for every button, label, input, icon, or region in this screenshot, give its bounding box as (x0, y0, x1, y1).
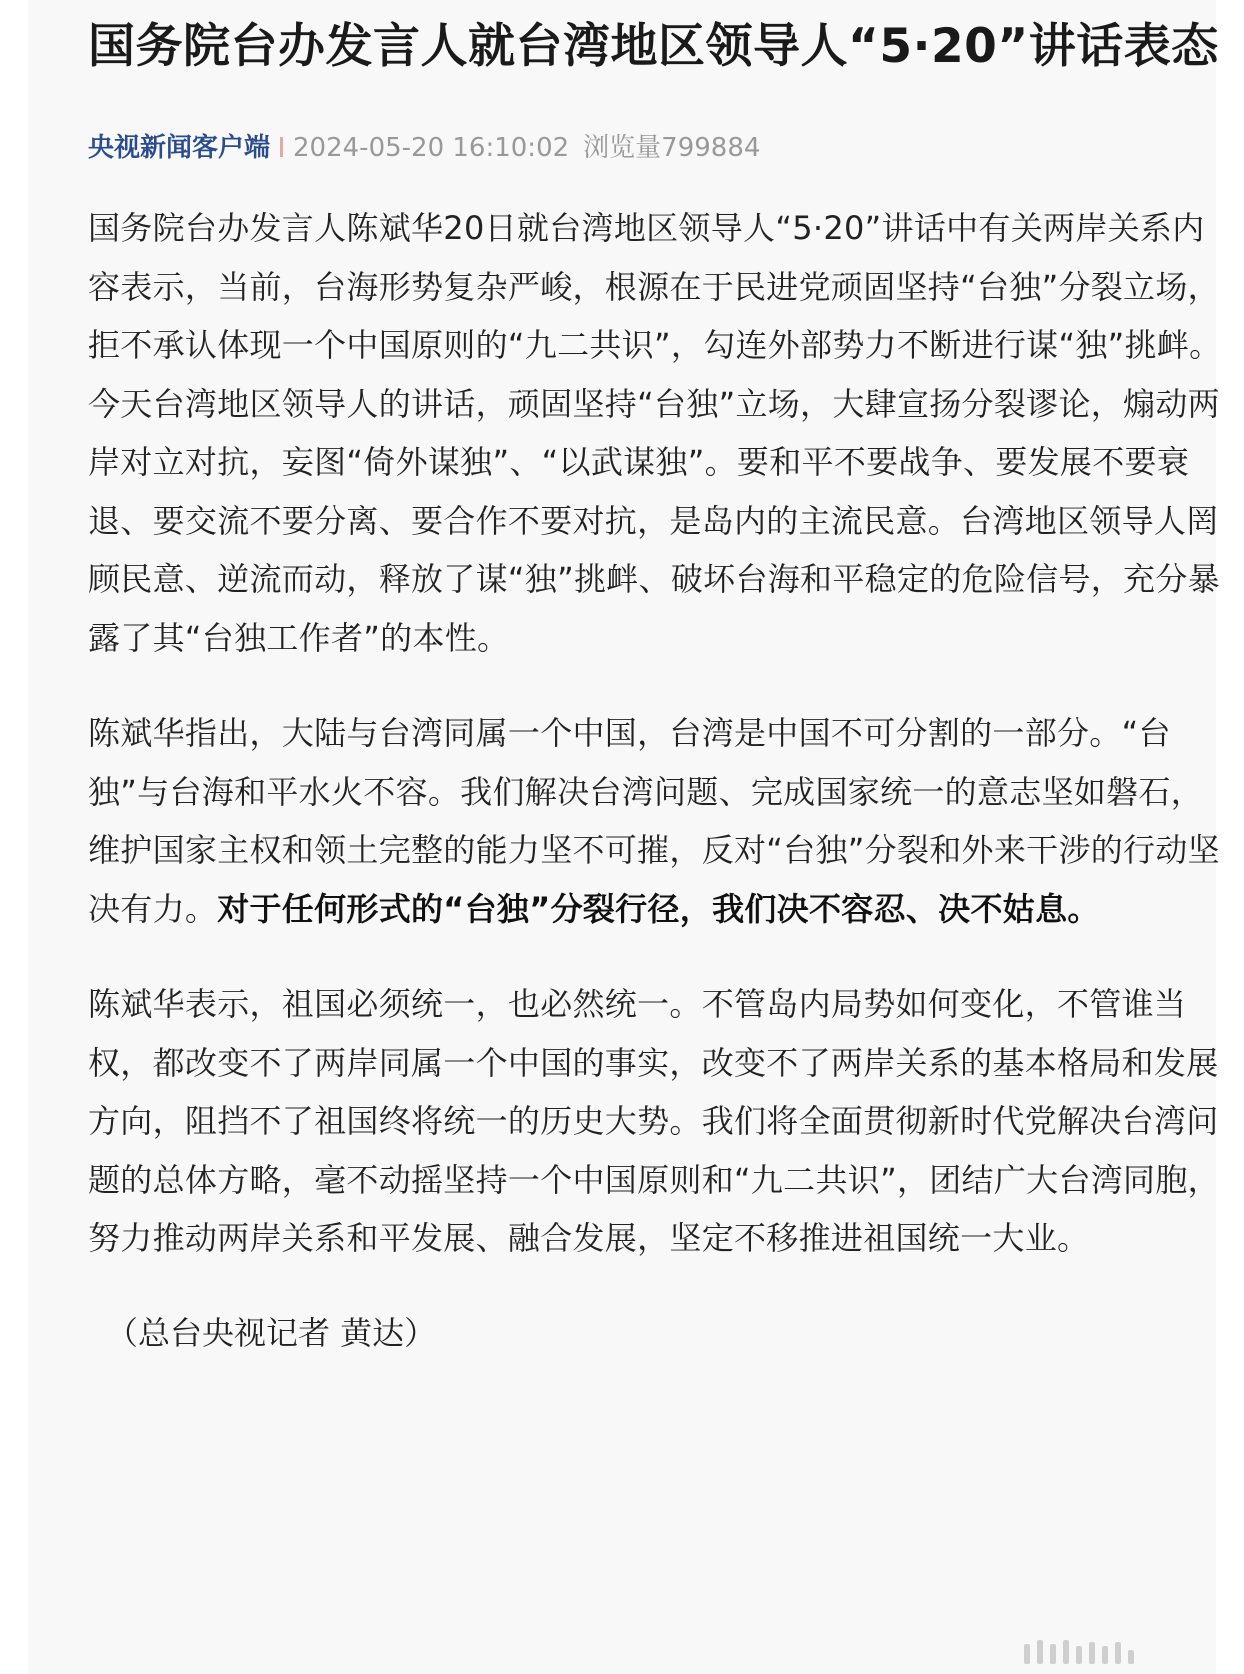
publish-datetime: 2024-05-20 16:10:02 (293, 133, 570, 163)
reporter-byline: （总台央视记者 黄达） (106, 1313, 437, 1352)
article-paragraph (88, 704, 1228, 938)
watermark-bars-icon (1024, 1640, 1134, 1664)
article-page (28, 0, 1222, 1674)
source-link[interactable]: 央视新闻客户端 (88, 133, 271, 163)
meta-divider (280, 137, 283, 157)
article-paragraph: 国务院台办发言人陈斌华20日就台湾地区领导人“5·20”讲话中有关两岸关系内容表示，当前，台海形势复杂严峻，根源在于民进党顽固坚持“台独”分裂立场，拒不承认体现一个中国原则的“九二共识”，勾连外部势力不断进行谋“独”挑衅。今天台湾地区领导人的讲话，顽固坚持“台独”立场，大肆宣扬分裂谬论，煽动两岸对立对抗，妄图“倚外谋独”、“以武谋独”。要和平不要战争、要发展不要衰退、要交流不要分离、要合作不要对抗，是岛内的主流民意。台湾地区领导人罔顾民意、逆流而动，释放了谋“独”挑衅、破坏台海和平稳定的危险信号，充分暴露了其“台独工作者”的本性。 (88, 209, 1222, 657)
article-content (88, 14, 1228, 1362)
article-meta (88, 130, 1228, 166)
article-paragraph: 陈斌华表示，祖国必须统一，也必然统一。不管岛内局势如何变化，不管谁当权，都改变不了两岸同属一个中国的事实，改变不了两岸关系的基本格局和发展方向，阻挡不了祖国终将统一的历史大势。我们将全面贯彻新时代党解决台湾问题的总体方略，毫不动摇坚持一个中国原则和“九二共识”，团结广大台湾同胞，努力推动两岸关系和平发展、融合发展，坚定不移推进祖国统一大业。 (88, 985, 1220, 1257)
view-count: 浏览量799884 (583, 133, 761, 163)
paragraph-bold-text: 对于任何形式的“台独”分裂行径，我们决不容忍、决不姑息。 (217, 889, 1100, 928)
article-title: 国务院台办发言人就台湾地区领导人“5·20”讲话表态 (88, 19, 1219, 74)
paragraph-text: 陈斌华指出，大陆与台湾同属一个中国，台湾是中国不可分割的一部分。“台独”与台海和平水火不容。我们解决台湾问题、完成国家统一的意志坚如磐石，维护国家主权和领土完整的能力坚不可摧，反对“台独”分裂和外来干涉的行动坚决有力。 (88, 714, 1220, 928)
